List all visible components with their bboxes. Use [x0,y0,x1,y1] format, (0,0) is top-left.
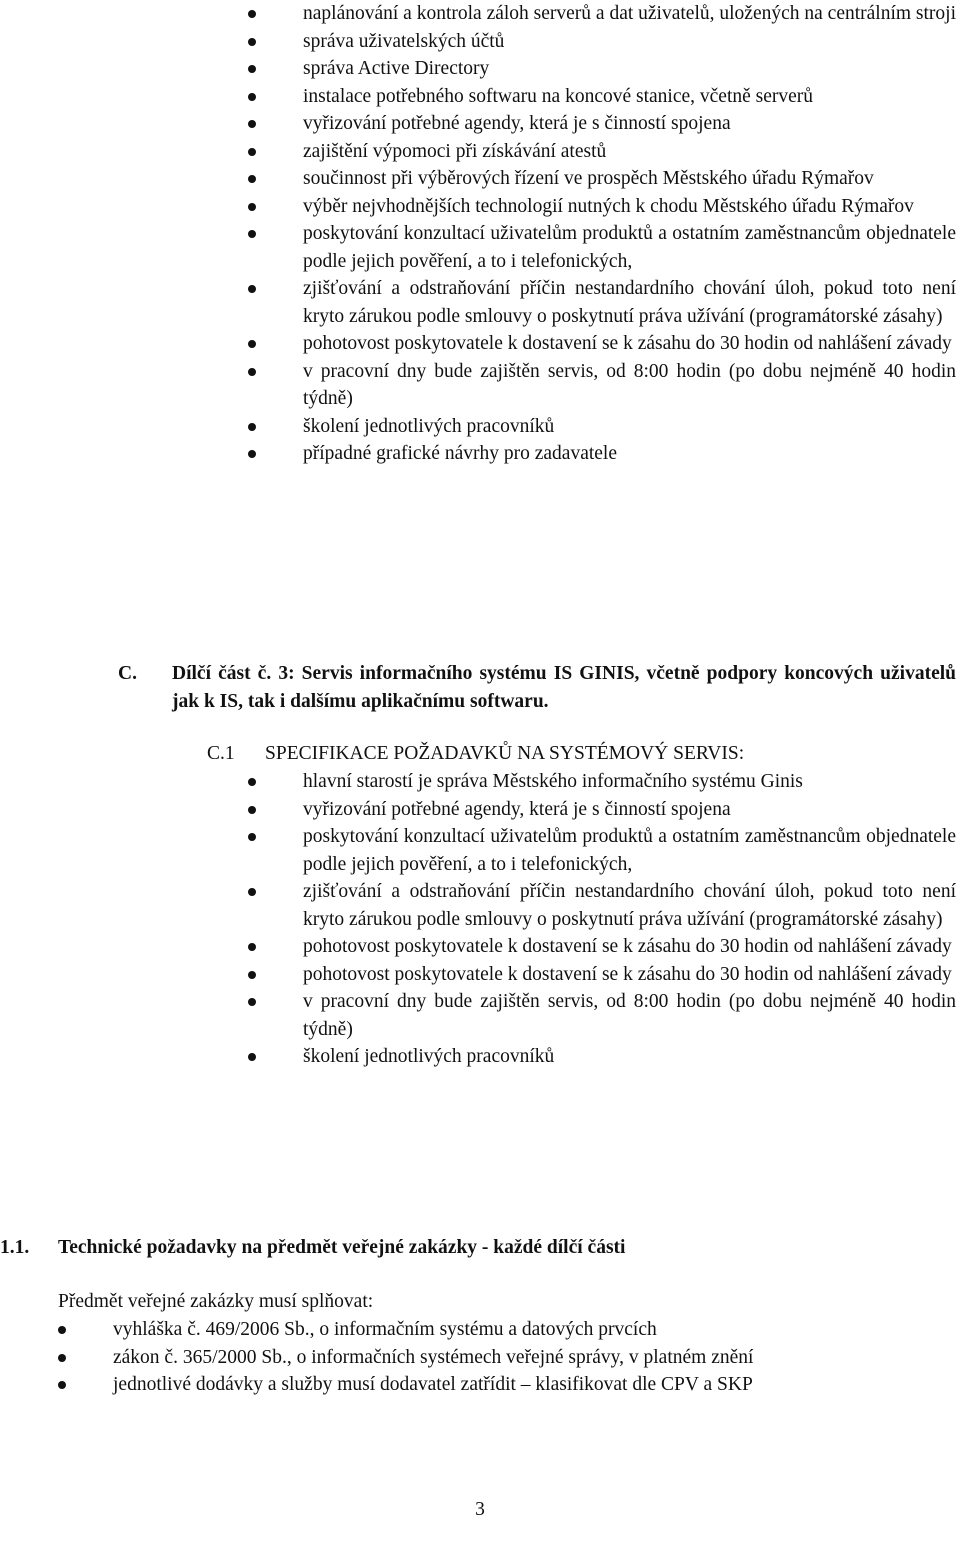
section-1-1-number: 1.1. [0,1237,30,1258]
bullet-icon [248,285,256,293]
bullet-icon [248,93,256,101]
list-item [303,878,956,933]
bullet-icon [58,1381,66,1389]
list-item-text: vyhláška č. 469/2006 Sb., o informačním systému a datových prvcích [113,1319,657,1340]
list-item-text: v pracovní dny bude zajištěn servis, od 8:00 hodin (po dobu nejméně 40 hodin týdně) [303,991,956,1040]
list-item-text: výběr nejvhodnějších technologií nutných k chodu Městského úřadu Rýmařov [303,195,914,217]
list-item-text: v pracovní dny bude zajištěn servis, od 8:00 hodin (po dobu nejméně 40 hodin týdně) [303,360,956,409]
list-item-text: součinnost při výběrových řízení ve prospěch Městského úřadu Rýmařov [303,168,874,189]
list-item [303,768,956,796]
bullet-icon [248,1053,256,1061]
list-item-text: zjišťování a odstraňování příčin nestandardního chování úloh, pokud toto není kryto zárukou podle smlouvy o poskytnutí práva užívání (programátorské zásahy) [303,881,956,930]
page-number: 3 [475,1499,485,1520]
section-c1-number: C.1 [207,743,235,764]
section-c1-title: SPECIFIKACE POŽADAVKŮ NA SYSTÉMOVÝ SERVIS: [265,743,745,764]
list-item-text: případné grafické návrhy pro zadavatele [303,443,617,464]
list-item [303,961,956,989]
list-item [303,933,956,961]
list-item-text: poskytování konzultací uživatelům produktů a ostatním zaměstnancům objednatele podle jejich pověření, a to i telefonických, [303,826,956,875]
bullet-icon [248,340,256,348]
list-item [303,796,956,824]
bullet-icon [248,998,256,1006]
list-item-text: pohotovost poskytovatele k dostavení se k zásahu do 30 hodin od nahlášení závady [303,333,952,354]
list-item [303,110,956,138]
list-item-text: vyřizování potřebné agendy, která je s činností spojena [303,798,731,820]
list-item [303,413,956,441]
bullet-icon [248,148,256,156]
list-item-text: správa Active Directory [303,58,490,79]
list-item-text: jednotlivé dodávky a služby musí dodavatel zatřídit – klasifikovat dle CPV a SKP [113,1374,753,1395]
bullet-icon [248,175,256,183]
list-item [303,55,956,83]
list-item [303,220,956,275]
list-item [113,1371,933,1399]
list-item [303,138,956,166]
list-item [303,440,956,468]
list-item-text: vyřizování potřebné agendy, která je s činností spojena [303,113,731,134]
list-item [303,165,956,193]
bullet-icon [248,806,256,814]
section-c-letter: C. [118,663,137,684]
technical-requirements-list [113,1316,933,1399]
list-item-text: správa uživatelských účtů [303,30,505,52]
list-item [113,1344,933,1372]
bullet-icon [248,943,256,951]
list-item-text: naplánování a kontrola záloh serverů a dat uživatelů, uložených na centrálním stroji [303,3,957,24]
list-item-text: školení jednotlivých pracovníků [303,415,555,437]
list-item [113,1316,933,1344]
bullet-icon [248,450,256,458]
list-item-text: instalace potřebného softwaru na koncové stanice, včetně serverů [303,85,814,107]
bullet-icon [248,38,256,46]
list-item [303,988,956,1043]
bullet-icon [248,10,256,18]
list-item-text: hlavní starostí je správa Městského informačního systému Ginis [303,771,803,792]
bullet-icon [248,778,256,786]
list-item [303,193,956,221]
bullet-icon [248,120,256,128]
list-item [303,275,956,330]
list-item [303,330,956,358]
bullet-icon [248,423,256,431]
bullet-icon [248,833,256,841]
bullet-icon [58,1354,66,1362]
list-item-text: poskytování konzultací uživatelům produktů a ostatním zaměstnancům objednatele podle jejich pověření, a to i telefonických, [303,223,956,272]
section-1-1-title: Technické požadavky na předmět veřejné zakázky - každé dílčí části [58,1237,626,1258]
bullet-icon [248,65,256,73]
section-c-title: Dílčí část č. 3: Servis informačního systému IS GINIS, včetně podpory koncových uživatelů jak k IS, tak i dalšímu aplikačnímu softwaru. [172,663,956,712]
bullet-icon [248,230,256,238]
bullet-icon [58,1326,66,1334]
list-item [303,83,956,111]
service-tasks-list [303,0,956,468]
list-item-text: pohotovost poskytovatele k dostavení se k zásahu do 30 hodin od nahlášení závady [303,963,952,985]
requirements-intro: Předmět veřejné zakázky musí splňovat: [58,1291,374,1312]
system-service-requirements-list [303,768,956,1071]
list-item [303,358,956,413]
bullet-icon [248,888,256,896]
list-item [303,1043,956,1071]
list-item-text: zákon č. 365/2000 Sb., o informačních systémech veřejné správy, v platném znění [113,1346,754,1368]
list-item-text: školení jednotlivých pracovníků [303,1046,555,1067]
bullet-icon [248,368,256,376]
list-item-text: zajištění výpomoci při získávání atestů [303,140,607,162]
list-item [303,28,956,56]
bullet-icon [248,203,256,211]
bullet-icon [248,971,256,979]
list-item-text: zjišťování a odstraňování příčin nestandardního chování úloh, pokud toto není kryto zárukou podle smlouvy o poskytnutí práva užívání (programátorské zásahy) [303,278,956,327]
list-item-text: pohotovost poskytovatele k dostavení se k zásahu do 30 hodin od nahlášení závady [303,936,952,957]
list-item [303,0,956,28]
list-item [303,823,956,878]
